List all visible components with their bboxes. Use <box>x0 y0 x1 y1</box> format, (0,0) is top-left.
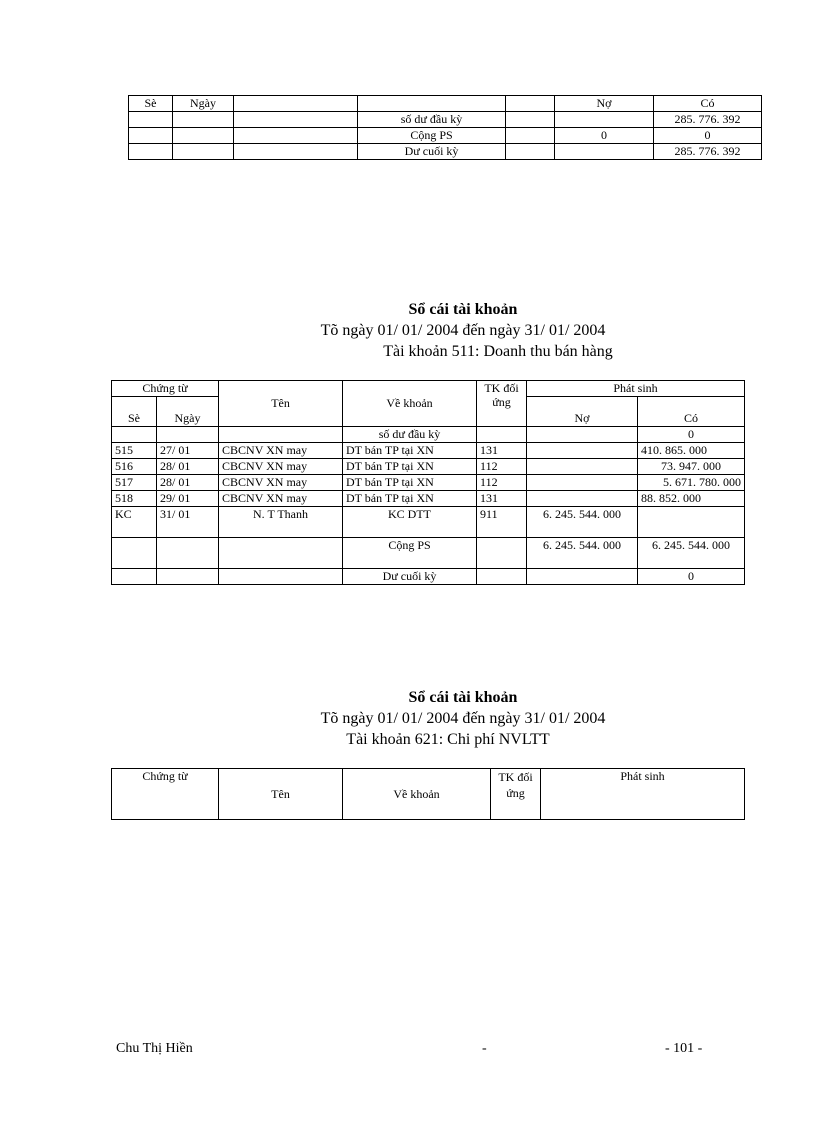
table-header-row <box>112 769 745 820</box>
opening-balance-label: số dư đầu kỳ <box>343 427 477 443</box>
header-chung-tu: Chứng từ <box>112 381 219 397</box>
header-no: Nợ <box>527 397 638 427</box>
table-row <box>112 427 745 443</box>
header-chung-tu: Chứng từ <box>112 769 219 820</box>
header-ten: Tên <box>219 381 343 427</box>
top-ledger-table <box>128 95 762 160</box>
table-row: 517 28/ 01 CBCNV XN may DT bán TP tại XN 112 5. 671. 780. 000 <box>112 475 745 491</box>
header-no: Nợ <box>555 96 654 112</box>
footer-separator: - <box>482 1041 487 1056</box>
footer-author: Chu Thị Hiền <box>116 1041 193 1056</box>
table-row <box>129 128 762 144</box>
header-tk-doi-ung: TK đối ứng <box>477 381 527 427</box>
opening-balance-label: số dư đầu kỳ <box>358 112 506 128</box>
header-ten: Tên <box>219 769 343 820</box>
table-row: KC 31/ 01 N. T Thanh KC DTT 911 6. 245. 544. 000 <box>112 507 745 538</box>
header-ve-khoan: Về khoản <box>343 769 491 820</box>
total-co: 6. 245. 544. 000 <box>638 538 745 569</box>
table-header-row <box>112 381 745 397</box>
closing-balance-co: 0 <box>638 569 745 585</box>
table-row: 515 27/ 01 CBCNV XN may DT bán TP tại XN 131 410. 865. 000 <box>112 443 745 459</box>
ledger-621-heading <box>0 688 816 750</box>
ledger-621-table <box>111 768 745 820</box>
table-row <box>112 569 745 585</box>
header-co: Có <box>654 96 762 112</box>
closing-balance-label: Dư cuối kỳ <box>358 144 506 160</box>
table-row: 518 29/ 01 CBCNV XN may DT bán TP tại XN 131 88. 852. 000 <box>112 491 745 507</box>
header-phat-sinh: Phát sinh <box>527 381 745 397</box>
table-row <box>129 96 762 112</box>
header-ngay: Ngày <box>157 397 219 427</box>
opening-balance-co: 285. 776. 392 <box>654 112 762 128</box>
ledger-511-period: Tõ ngày 01/ 01/ 2004 đến ngày 31/ 01/ 2004 <box>320 322 606 339</box>
ledger-621-period: Tõ ngày 01/ 01/ 2004 đến ngày 31/ 01/ 2004 <box>320 710 606 727</box>
total-label: Cộng PS <box>343 538 477 569</box>
header-phat-sinh: Phát sinh <box>541 769 745 820</box>
header-co: Có <box>638 397 745 427</box>
ledger-511-title: Sổ cái tài khoản <box>408 301 518 318</box>
table-row: 516 28/ 01 CBCNV XN may DT bán TP tại XN 112 73. 947. 000 <box>112 459 745 475</box>
ledger-621-account: Tài khoản 621: Chi phí NVLTT <box>346 731 550 748</box>
ledger-511-table <box>111 380 745 585</box>
total-label: Cộng PS <box>358 128 506 144</box>
ledger-511-account: Tài khoản 511: Doanh thu bán hàng <box>383 343 613 360</box>
header-se: Sè <box>112 397 157 427</box>
header-tk-doi-ung: TK đối ứng <box>491 769 541 820</box>
ledger-621-title: Sổ cái tài khoản <box>408 689 518 706</box>
header-ve-khoan: Về khoản <box>343 381 477 427</box>
closing-balance-co: 285. 776. 392 <box>654 144 762 160</box>
table-row <box>129 112 762 128</box>
header-ngay: Ngày <box>173 96 234 112</box>
total-no: 0 <box>555 128 654 144</box>
opening-balance-co: 0 <box>638 427 745 443</box>
page-number: - 101 - <box>665 1041 703 1056</box>
closing-balance-label: Dư cuối kỳ <box>343 569 477 585</box>
total-co: 0 <box>654 128 762 144</box>
table-row <box>112 538 745 569</box>
header-se: Sè <box>129 96 173 112</box>
total-no: 6. 245. 544. 000 <box>527 538 638 569</box>
table-row <box>129 144 762 160</box>
ledger-511-heading <box>0 300 816 362</box>
